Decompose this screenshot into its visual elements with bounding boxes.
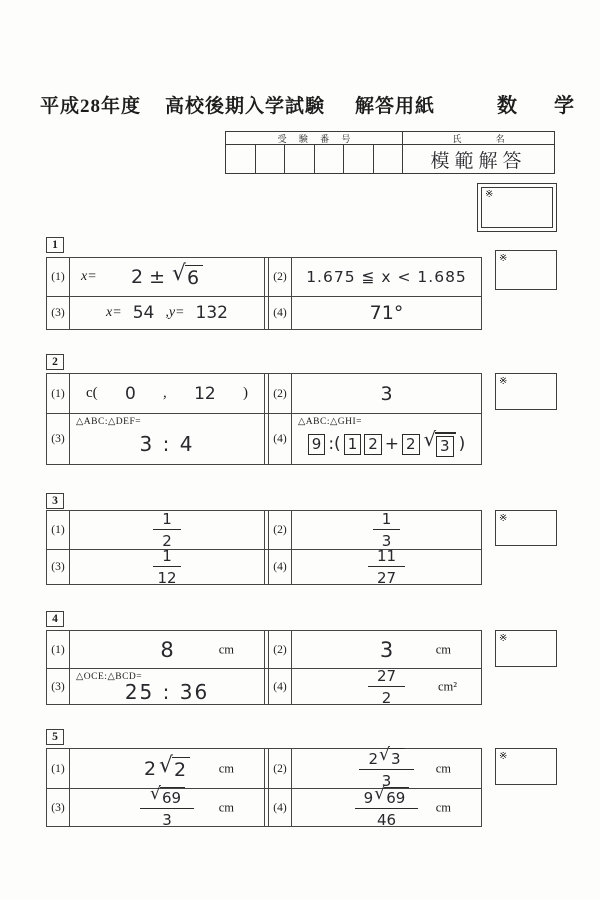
title-exam: 高校後期入学試験	[165, 96, 326, 117]
handwritten-fraction	[373, 510, 401, 550]
cell-label: (2)	[269, 374, 292, 413]
answer-s4-4	[292, 666, 481, 707]
handwritten-answer: 71°	[369, 302, 404, 324]
title-year: 平成28年度	[40, 96, 142, 117]
printed-prefix: x=	[81, 269, 97, 284]
section-4-table	[46, 630, 482, 705]
cell-label: (4)	[269, 414, 292, 464]
printed-prefix: ,y=	[165, 305, 185, 320]
answer-s5-4	[292, 783, 481, 829]
handwritten-answer: 132	[195, 303, 228, 323]
fraction-numerator: 27	[368, 667, 405, 687]
section-3-table	[46, 510, 482, 585]
printed-prefix: c(	[86, 385, 98, 401]
section-5-number: 5	[46, 729, 64, 745]
answer-s1-1	[70, 258, 264, 296]
cell-label: (2)	[269, 749, 292, 788]
page-title	[40, 89, 575, 118]
answer-s4-1	[70, 631, 264, 668]
section-5-grading-box	[495, 748, 557, 785]
kome-mark: ※	[485, 189, 494, 200]
answer-s5-3	[70, 783, 264, 829]
title-sheet: 解答用紙	[355, 96, 436, 117]
fraction-denominator: 3	[381, 771, 392, 790]
exam-number-cell	[315, 145, 345, 173]
unit-label: cm	[218, 761, 234, 775]
radicand: 2	[172, 757, 190, 781]
section-2-table	[46, 373, 482, 465]
answer-s1-4	[292, 297, 481, 329]
kome-mark: ※	[499, 633, 508, 644]
total-grading-box-inner	[481, 187, 553, 228]
radicand: 69	[160, 787, 185, 807]
cell-label: (3)	[47, 414, 70, 464]
exam-number-cell	[256, 145, 286, 173]
section-4-number: 4	[46, 611, 64, 627]
fraction-numerator: 11	[368, 547, 405, 567]
fraction-numerator	[140, 783, 194, 809]
section-3-number: 3	[46, 493, 64, 509]
unit-label: cm	[435, 800, 451, 814]
fraction-denominator: 12	[157, 569, 177, 587]
handwritten-answer: 1.675 ≦ x < 1.685	[306, 268, 467, 286]
answer-s2-3	[70, 414, 264, 464]
answer-s5-2	[292, 744, 481, 790]
handwritten-fraction	[153, 547, 181, 587]
fraction-numerator: 1	[373, 510, 401, 530]
cell-label: (4)	[269, 669, 292, 704]
answer-box: 3	[436, 436, 454, 457]
section-5-table	[46, 744, 482, 829]
handwritten-fraction	[140, 783, 194, 829]
unit-label: cm	[218, 642, 234, 656]
handwritten-answer: )	[458, 434, 466, 454]
cell-label: (3)	[47, 550, 70, 584]
cell-label: (2)	[269, 258, 292, 296]
cell-label: (4)	[269, 297, 292, 329]
answer-box: 2	[364, 434, 382, 455]
answer-s1-3	[70, 297, 264, 329]
exam-number-label: 受 験 番 号	[226, 132, 403, 145]
answer-s2-1	[70, 374, 264, 413]
cell-label: (3)	[47, 789, 70, 826]
unit-label: cm	[218, 800, 234, 814]
handwritten-fraction	[368, 667, 405, 707]
answer-s3-3	[70, 547, 264, 587]
cell-label: (1)	[47, 511, 70, 549]
handwritten-answer: 3	[380, 382, 393, 405]
section-1-number: 1	[46, 237, 64, 253]
sqrt-sign: √	[159, 752, 173, 778]
cell-label: (2)	[269, 511, 292, 549]
section-1-table	[46, 257, 482, 330]
section-4-grading-box	[495, 630, 557, 667]
printed-paren: )	[243, 385, 248, 401]
cell-label: (4)	[269, 550, 292, 584]
total-grading-box	[477, 183, 557, 232]
fraction-numerator: 1	[153, 510, 181, 530]
cell-label: (1)	[47, 631, 70, 668]
answer-s2-4	[292, 414, 481, 464]
sqrt-sign: √	[423, 427, 437, 451]
cell-label: (1)	[47, 374, 70, 413]
exam-number-cell	[374, 145, 404, 173]
cell-label: (3)	[47, 669, 70, 704]
cell-label: (4)	[269, 789, 292, 826]
handwritten-answer: :(	[328, 434, 341, 454]
handwritten-answer: 2	[143, 757, 157, 780]
triangle-ratio-caption: △ABC:△GHI=	[298, 417, 363, 427]
sqrt-expression	[158, 752, 190, 781]
handwritten-answer: 8	[160, 637, 174, 662]
answer-s4-2	[292, 631, 481, 668]
handwritten-boxed-answer	[308, 427, 466, 457]
handwritten-fraction	[355, 783, 419, 829]
cell-label: (1)	[47, 749, 70, 788]
handwritten-answer: 0	[124, 383, 136, 404]
fraction-denominator: 27	[376, 569, 397, 587]
sqrt-sign: √	[149, 783, 161, 804]
handwritten-answer: 3 : 4	[139, 432, 195, 456]
kome-mark: ※	[499, 376, 508, 387]
fraction-numerator: 9 √ 69	[355, 787, 419, 809]
answer-s4-3	[70, 669, 264, 704]
answer-s2-2	[292, 374, 481, 413]
handwritten-fraction	[368, 547, 405, 587]
triangle-ratio-caption: △ABC:△DEF=	[76, 417, 142, 427]
section-3-grading-box	[495, 510, 557, 546]
answer-box: 2	[402, 434, 420, 455]
fraction-denominator: 46	[376, 810, 397, 829]
handwritten-answer: 12	[194, 383, 216, 404]
unit-label: cm²	[437, 679, 457, 693]
title-subject: 学	[554, 95, 576, 117]
kome-mark: ※	[499, 513, 508, 524]
sqrt-sign: √	[172, 261, 186, 286]
triangle-ratio-caption: △OCE:△BCD=	[76, 672, 143, 682]
handwritten-fraction	[359, 744, 413, 790]
exam-number-cell	[344, 145, 374, 173]
unit-label: cm	[435, 761, 451, 775]
exam-number-cell	[285, 145, 315, 173]
section-2-grading-box	[495, 373, 557, 410]
fraction-numerator: 2 √ 3	[359, 748, 413, 770]
printed-comma: ,	[163, 385, 167, 401]
cell-label: (2)	[269, 631, 292, 668]
sqrt-sign: √	[374, 783, 386, 804]
radicand: 69	[384, 787, 409, 807]
radicand: 3	[389, 748, 405, 768]
kome-mark: ※	[499, 253, 508, 264]
section-2-number: 2	[46, 354, 64, 370]
handwritten-answer: 25 : 36	[124, 679, 210, 704]
name-label: 氏 名	[403, 132, 554, 145]
answer-s3-2	[292, 511, 481, 549]
sqrt-expression	[171, 261, 203, 289]
fraction-denominator: 3	[162, 810, 172, 829]
cell-label: (1)	[47, 258, 70, 296]
kome-mark: ※	[499, 751, 508, 762]
sqrt-expression	[423, 427, 456, 457]
answer-s3-1	[70, 511, 264, 549]
answer-box: 9	[308, 434, 326, 455]
section-1-grading-box	[495, 250, 557, 290]
handwritten-answer: 3	[379, 637, 394, 662]
printed-prefix: x=	[106, 305, 122, 320]
handwritten-answer: 2 ±	[130, 266, 166, 288]
answer-box: 1	[344, 434, 362, 455]
exam-number-cell	[226, 145, 256, 173]
fraction-denominator: 2	[381, 688, 392, 707]
fraction-denominator: 2	[162, 532, 172, 550]
title-subject: 数	[497, 95, 519, 117]
cell-label: (3)	[47, 297, 70, 329]
handwritten-answer: 54	[132, 303, 155, 323]
sqrt-sign: √	[379, 744, 390, 765]
answer-s1-2	[292, 258, 481, 296]
handwritten-fraction	[153, 510, 181, 550]
fraction-denominator: 3	[381, 532, 392, 550]
fraction-numerator: 1	[153, 547, 181, 567]
handwritten-answer: +	[384, 434, 400, 454]
answer-s5-1	[70, 749, 264, 788]
answer-s3-4	[292, 547, 481, 587]
radicand: 6	[185, 265, 203, 289]
unit-label: cm	[435, 642, 451, 656]
examinee-info-table	[225, 131, 555, 174]
name-value: 模範解答	[430, 149, 527, 172]
